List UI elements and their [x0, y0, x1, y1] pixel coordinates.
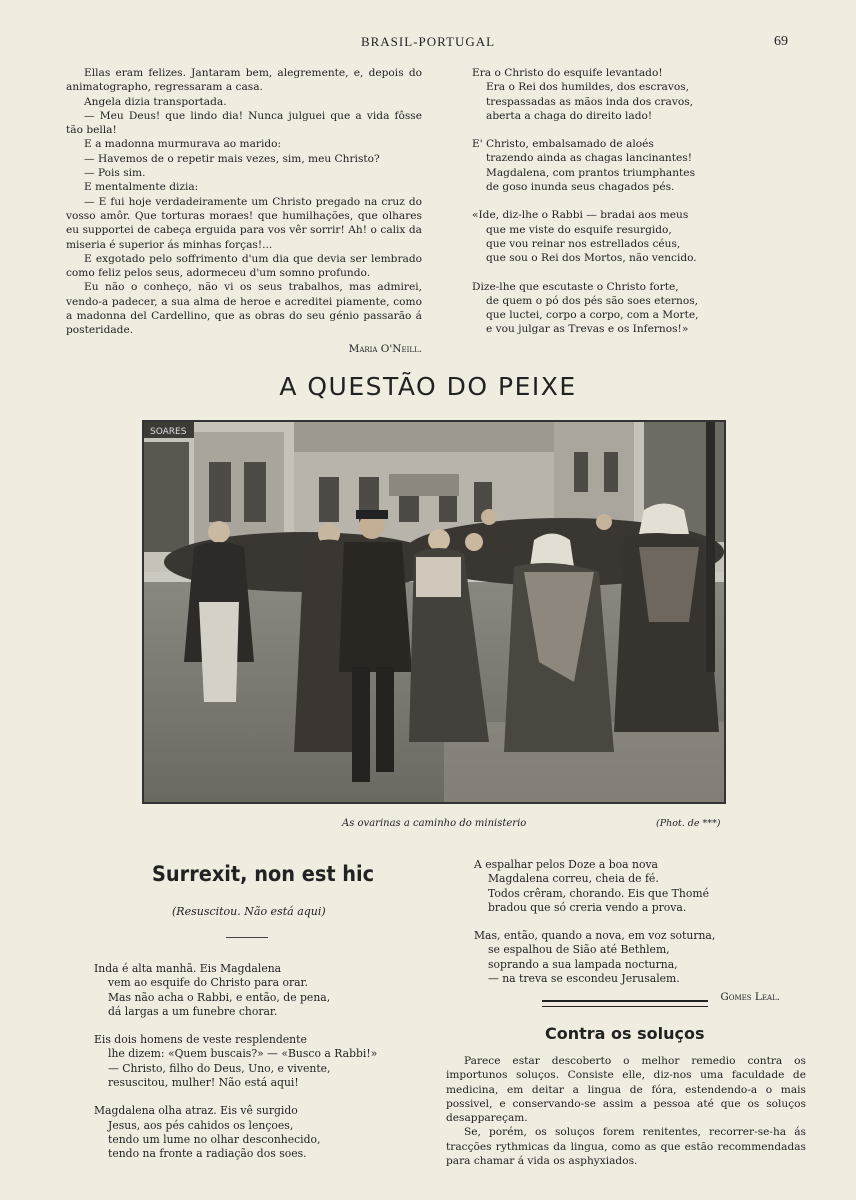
verse-line: lhe dizem: «Quem buscais?» — «Busco a Rabbi!»	[108, 1047, 378, 1061]
running-header: BRASIL-PORTUGAL	[360, 34, 496, 49]
verse-line: que me viste do esquife resurgido,	[486, 223, 672, 236]
story-paragraph: Ellas eram felizes. Jantaram bem, alegremente, e, depois do animatographo, regressaram a casa.	[66, 67, 422, 94]
verse-line: de quem o pó dos pés são soes eternos,	[486, 294, 699, 307]
story-column	[66, 66, 422, 356]
poem-stanza	[94, 1104, 424, 1161]
verse-line: Inda é alta manhã. Eis Magdalena	[94, 962, 282, 975]
verse-line: resuscitou, mulher! Não está aqui!	[108, 1076, 299, 1090]
verse-line: que luctei, corpo a corpo, com a Morte,	[486, 309, 699, 322]
poem-subtitle: (Resuscitou. Não está aqui)	[172, 905, 326, 918]
verse-line: Eis dois homens de veste resplendente	[94, 1033, 307, 1047]
verse-line: trespassadas as mãos inda dos cravos,	[486, 95, 693, 108]
story-paragraph: — Havemos de o repetir mais vezes, sim, meu Christo?	[84, 152, 380, 165]
verse-line: Jesus, aos pés cahidos os lençoes,	[108, 1118, 294, 1132]
story-paragraph: E a madonna murmurava ao marido:	[84, 138, 282, 151]
verse-line: se espalhou de Sião até Bethlem,	[488, 943, 670, 957]
story-paragraph: Eu não o conheço, não vi os seus trabalhos, mas admirei, vendo-a padecer, a sua alma de heroe e acreditei piamente, como a madonna del Cardellino, que as obras do seu génio passarão á posteridade.	[66, 281, 422, 337]
verse-line: Magdalena olha atraz. Eis vê surgido	[94, 1104, 298, 1118]
poem-stanza	[472, 66, 712, 123]
shop-sign: SOARES	[150, 427, 187, 437]
poem-stanza	[94, 1033, 424, 1090]
photo-caption: As ovarinas a caminho do ministerio	[342, 818, 527, 829]
section-title: Contra os soluços	[545, 1024, 705, 1043]
story-paragraph: — Meu Deus! que lindo dia! Nunca julguei que a vida fôsse tão bella!	[66, 109, 422, 137]
verse-line: Era o Rei dos humildes, dos escravos,	[486, 81, 690, 94]
double-divider	[542, 1000, 708, 1007]
section-body	[446, 1054, 806, 1168]
poem-title: Surrexit, non est hic	[152, 862, 375, 886]
poem-stanza	[472, 137, 712, 194]
poem-stanza	[94, 962, 424, 1019]
verse-line: Dize-lhe que escutaste o Christo forte,	[472, 280, 679, 293]
verse-line: que sou o Rei dos Mortos, não vencido.	[486, 252, 697, 265]
photo-scene	[144, 422, 724, 802]
poem-signature: Gomes Leal.	[720, 991, 780, 1004]
photo-credit: (Phot. de ***)	[656, 818, 721, 829]
verse-line: de goso inunda seus chagados pés.	[486, 181, 675, 194]
verse-line: Era o Christo do esquife levantado!	[472, 67, 663, 79]
verse-line: tendo um lume no olhar desconhecido,	[108, 1132, 321, 1146]
verse-line: Magdalena correu, cheia de fé.	[488, 872, 659, 886]
verse-line: A espalhar pelos Doze a boa nova	[474, 858, 658, 871]
section-paragraph: Parece estar descoberto o melhor remedio contra os importunos soluços. Consiste elle, diz-nos uma faculdade de medicina, em deitar a lingua de fóra, estendendo-a o mais possivel, e conservando-se assim a pessoa até que os soluços desappareçam.	[446, 1055, 806, 1125]
poem-stanza	[474, 858, 784, 915]
poem-stanza	[472, 280, 712, 337]
verse-line: dá largas a um funebre chorar.	[108, 1004, 278, 1018]
story-paragraph: — Pois sim.	[84, 167, 146, 180]
verse-line: aberta a chaga do direito lado!	[486, 109, 653, 122]
verse-line: Magdalena, com prantos triumphantes	[486, 166, 696, 179]
poem-left-column	[94, 962, 424, 1176]
verse-line: trazendo ainda as chagas lancinantes!	[486, 152, 692, 165]
story-paragraph: E mentalmente dizia:	[84, 181, 199, 194]
verse-line: que vou reinar nos estrellados céus,	[486, 237, 681, 250]
poem-right-column	[474, 858, 784, 1005]
section-paragraph: Se, porém, os soluços forem renitentes, recorrer-se-ha ás tracções rythmicas da lingua, como as que estão recommendadas para chamar á vida os asphyxiados.	[446, 1126, 806, 1168]
article-title: A QUESTÃO DO PEIXE	[279, 372, 577, 401]
verse-line: vem ao esquife do Christo para orar.	[108, 976, 308, 990]
verse-line: «Ide, diz-lhe o Rabbi — bradai aos meus	[472, 209, 689, 222]
poem-stanza	[474, 929, 784, 986]
verse-line: E' Christo, embalsamado de aloés	[472, 138, 654, 151]
verse-line: Todos crêram, chorando. Eis que Thomé	[488, 886, 709, 900]
verse-line: Mas não acha o Rabbi, e então, de pena,	[108, 990, 331, 1004]
verse-line: — Christo, filho do Deus, Uno, e vivente,	[108, 1061, 331, 1075]
top-poem-column	[472, 66, 712, 351]
page-number: 69	[774, 34, 788, 49]
story-paragraph: — E fui hoje verdadeiramente um Christo pregado na cruz do vosso amôr. Que torturas moraes! que humilhações, que olhares eu supportei de cabeça erguida para vos vêr sorrir! Ah! o calix da miseria é superior ás minhas forças!...	[66, 195, 422, 251]
street-photograph	[142, 420, 726, 804]
verse-line: tendo na fronte a radiação dos soes.	[108, 1147, 307, 1161]
verse-line: Mas, então, quando a nova, em voz soturna,	[474, 929, 716, 943]
divider	[226, 937, 268, 938]
verse-line: soprando a sua lampada nocturna,	[488, 957, 678, 971]
story-signature: Maria O'Neill.	[348, 342, 422, 355]
verse-line: bradou que só creria vendo a prova.	[488, 900, 687, 914]
story-paragraph: E exgotado pelo soffrimento d'um dia que devia ser lembrado como feliz pelos seus, adormeceu d'um somno profundo.	[66, 252, 422, 280]
poem-stanza	[472, 208, 712, 265]
verse-line: e vou julgar as Trevas e os Infernos!»	[486, 323, 689, 336]
verse-line: — na treva se escondeu Jerusalem.	[488, 972, 680, 986]
story-paragraph: Angela dizia transportada.	[84, 95, 227, 108]
